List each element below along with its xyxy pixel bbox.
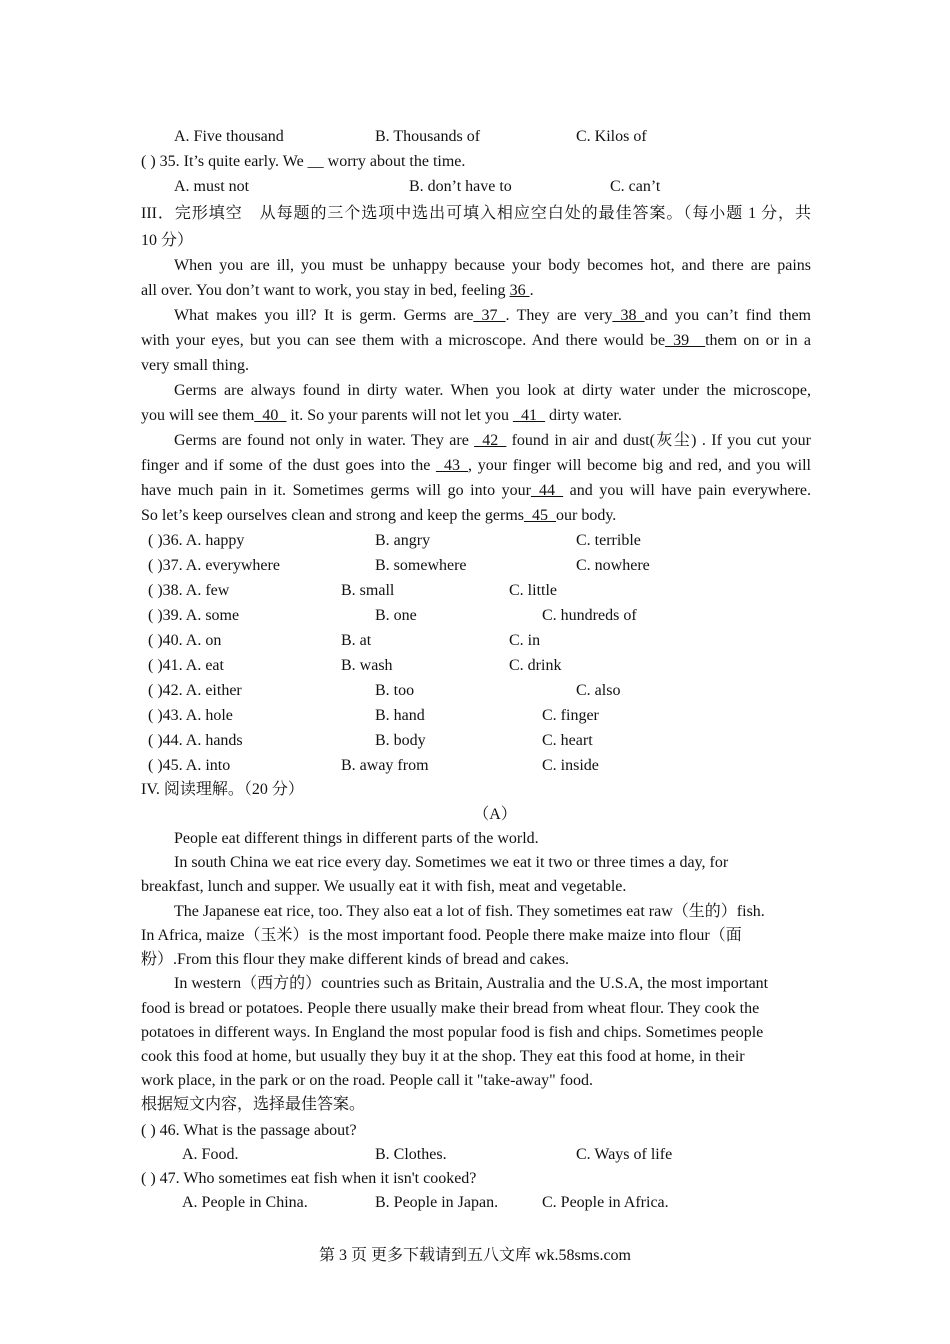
reading-line-10: cook this food at home, but usually they buy it at the shop. They eat this food at home, in their <box>141 1048 745 1065</box>
cloze-p3-line2: you will see them_40_ it. So your parents will not let you _41_ dirty water. <box>141 407 622 424</box>
q46-question: ( ) 46. What is the passage about? <box>141 1122 357 1139</box>
cloze-q44: ( )44. A. hands <box>148 732 243 749</box>
cloze-q40-c: C. in <box>509 632 541 649</box>
reading-line-3: breakfast, lunch and supper. We usually eat it with fish, meat and vegetable. <box>141 878 627 895</box>
cloze-p1-line2: all over. You don’t want to work, you stay in bed, feeling 36 . <box>141 282 534 299</box>
cloze-q38: ( )38. A. few <box>148 582 230 599</box>
q35-option-c: C. can’t <box>610 178 661 195</box>
cloze-q42: ( )42. A. either <box>148 682 242 699</box>
blank-36: 36 <box>509 282 530 299</box>
reading-line-4: The Japanese eat rice, too. They also eat a lot of fish. They sometimes eat raw（生的）fish. <box>174 903 765 920</box>
page-footer: 第 3 页 更多下载请到五八文库 wk.58sms.com <box>318 1247 631 1264</box>
blank-38: _38_ <box>612 307 645 324</box>
cloze-q43: ( )43. A. hole <box>148 707 233 724</box>
blank-44: _44_ <box>531 482 564 499</box>
reading-instruction: 根据短文内容，选择最佳答案。 <box>141 1096 366 1113</box>
q47-option-c: C. People in Africa. <box>542 1194 669 1211</box>
blank-42: _42_ <box>474 432 507 449</box>
cloze-q36-b: B. angry <box>375 532 431 549</box>
cloze-p1-line1: When you are ill, you must be unhappy because your body becomes hot, and there are pains <box>174 257 811 274</box>
cloze-q45-b: B. away from <box>341 757 429 774</box>
cloze-p3-line1: Germs are always found in dirty water. When you look at dirty water under the microscope, <box>174 382 811 399</box>
reading-line-11: work place, in the park or on the road. People call it "take-away" food. <box>141 1072 594 1089</box>
q35-option-b: B. don’t have to <box>409 178 512 195</box>
passage-label: （A） <box>473 806 517 823</box>
q46-option-b: B. Clothes. <box>375 1146 447 1163</box>
q47-option-a: A. People in China. <box>182 1194 308 1211</box>
cloze-q39: ( )39. A. some <box>148 607 240 624</box>
cloze-p4-line1: Germs are found not only in water. They are _42_ found in air and dust(灰尘) . If you cut your <box>174 432 811 449</box>
cloze-q44-c: C. heart <box>542 732 593 749</box>
cloze-p4-line3: have much pain in it. Sometimes germs will go into your_44_ and you will have pain everywhere. <box>141 482 812 499</box>
q34-option-b: B. Thousands of <box>375 128 481 145</box>
reading-line-6: 粉）.From this flour they make different kinds of bread and cakes. <box>141 951 570 968</box>
reading-line-8: food is bread or potatoes. People there usually make their bread from wheat flour. They cook the <box>141 1000 760 1017</box>
cloze-q38-c: C. little <box>509 582 557 599</box>
cloze-q40-b: B. at <box>341 632 372 649</box>
q47-option-b: B. People in Japan. <box>375 1194 499 1211</box>
cloze-q36: ( )36. A. happy <box>148 532 245 549</box>
cloze-q37-b: B. somewhere <box>375 557 467 574</box>
q47-question: ( ) 47. Who sometimes eat fish when it isn't cooked? <box>141 1170 477 1187</box>
blank-45: _45_ <box>524 507 556 524</box>
reading-line-5: In Africa, maize（玉米）is the most important food. People there make maize into flour（面 <box>141 927 742 944</box>
cloze-p4-line4: So let’s keep ourselves clean and strong and keep the germs_45_our body. <box>141 507 617 524</box>
cloze-q39-b: B. one <box>375 607 417 624</box>
reading-line-1: People eat different things in different parts of the world. <box>174 830 539 847</box>
section3-title-cont: 10 分） <box>141 232 194 249</box>
cloze-p2-line1: What makes you ill? It is germ. Germs are_37_. They are very_38_and you can’t find them <box>174 307 812 324</box>
cloze-p2-line2: with your eyes, but you can see them with a microscope. And there would be_39__them on or in a <box>141 332 811 349</box>
cloze-q42-c: C. also <box>576 682 621 699</box>
q46-option-a: A. Food. <box>182 1146 239 1163</box>
cloze-q40: ( )40. A. on <box>148 632 222 649</box>
blank-41: _41_ <box>512 407 545 424</box>
blank-43: _43_ <box>436 457 469 474</box>
q34-option-a: A. Five thousand <box>174 128 284 145</box>
cloze-p2-line3: very small thing. <box>141 357 249 374</box>
blank-40: _40_ <box>254 407 287 424</box>
cloze-q43-c: C. finger <box>542 707 599 724</box>
cloze-q36-c: C. terrible <box>576 532 641 549</box>
cloze-q41-b: B. wash <box>341 657 393 674</box>
cloze-q37: ( )37. A. everywhere <box>148 557 280 574</box>
cloze-q45: ( )45. A. into <box>148 757 231 774</box>
reading-line-7: In western（西方的）countries such as Britain, Australia and the U.S.A, the most important <box>174 975 769 992</box>
cloze-q39-c: C. hundreds of <box>542 607 637 624</box>
cloze-q37-c: C. nowhere <box>576 557 650 574</box>
q35-option-a: A. must not <box>174 178 250 195</box>
q35-question: ( ) 35. It’s quite early. We __ worry about the time. <box>141 153 466 170</box>
cloze-q41: ( )41. A. eat <box>148 657 224 674</box>
reading-line-2: In south China we eat rice every day. Sometimes we eat it two or three times a day, for <box>174 854 729 871</box>
cloze-p4-line2: finger and if some of the dust goes into the _43_, your finger will become big and red, and you will <box>141 457 812 474</box>
cloze-q38-b: B. small <box>341 582 395 599</box>
reading-line-9: potatoes in different ways. In England the most popular food is fish and chips. Sometimes people <box>141 1024 764 1041</box>
q34-option-c: C. Kilos of <box>576 128 647 145</box>
cloze-q41-c: C. drink <box>509 657 562 674</box>
cloze-q43-b: B. hand <box>375 707 425 724</box>
cloze-q44-b: B. body <box>375 732 426 749</box>
section4-title: IV. 阅读理解。（20 分） <box>141 781 304 798</box>
q46-option-c: C. Ways of life <box>576 1146 673 1163</box>
section3-title: III．完形填空 从每题的三个选项中选出可填入相应空白处的最佳答案。（每小题 1 分，共 <box>141 205 811 222</box>
blank-37: _37_ <box>473 307 506 324</box>
cloze-q42-b: B. too <box>375 682 415 699</box>
cloze-q45-c: C. inside <box>542 757 599 774</box>
blank-39: _39__ <box>665 332 706 349</box>
